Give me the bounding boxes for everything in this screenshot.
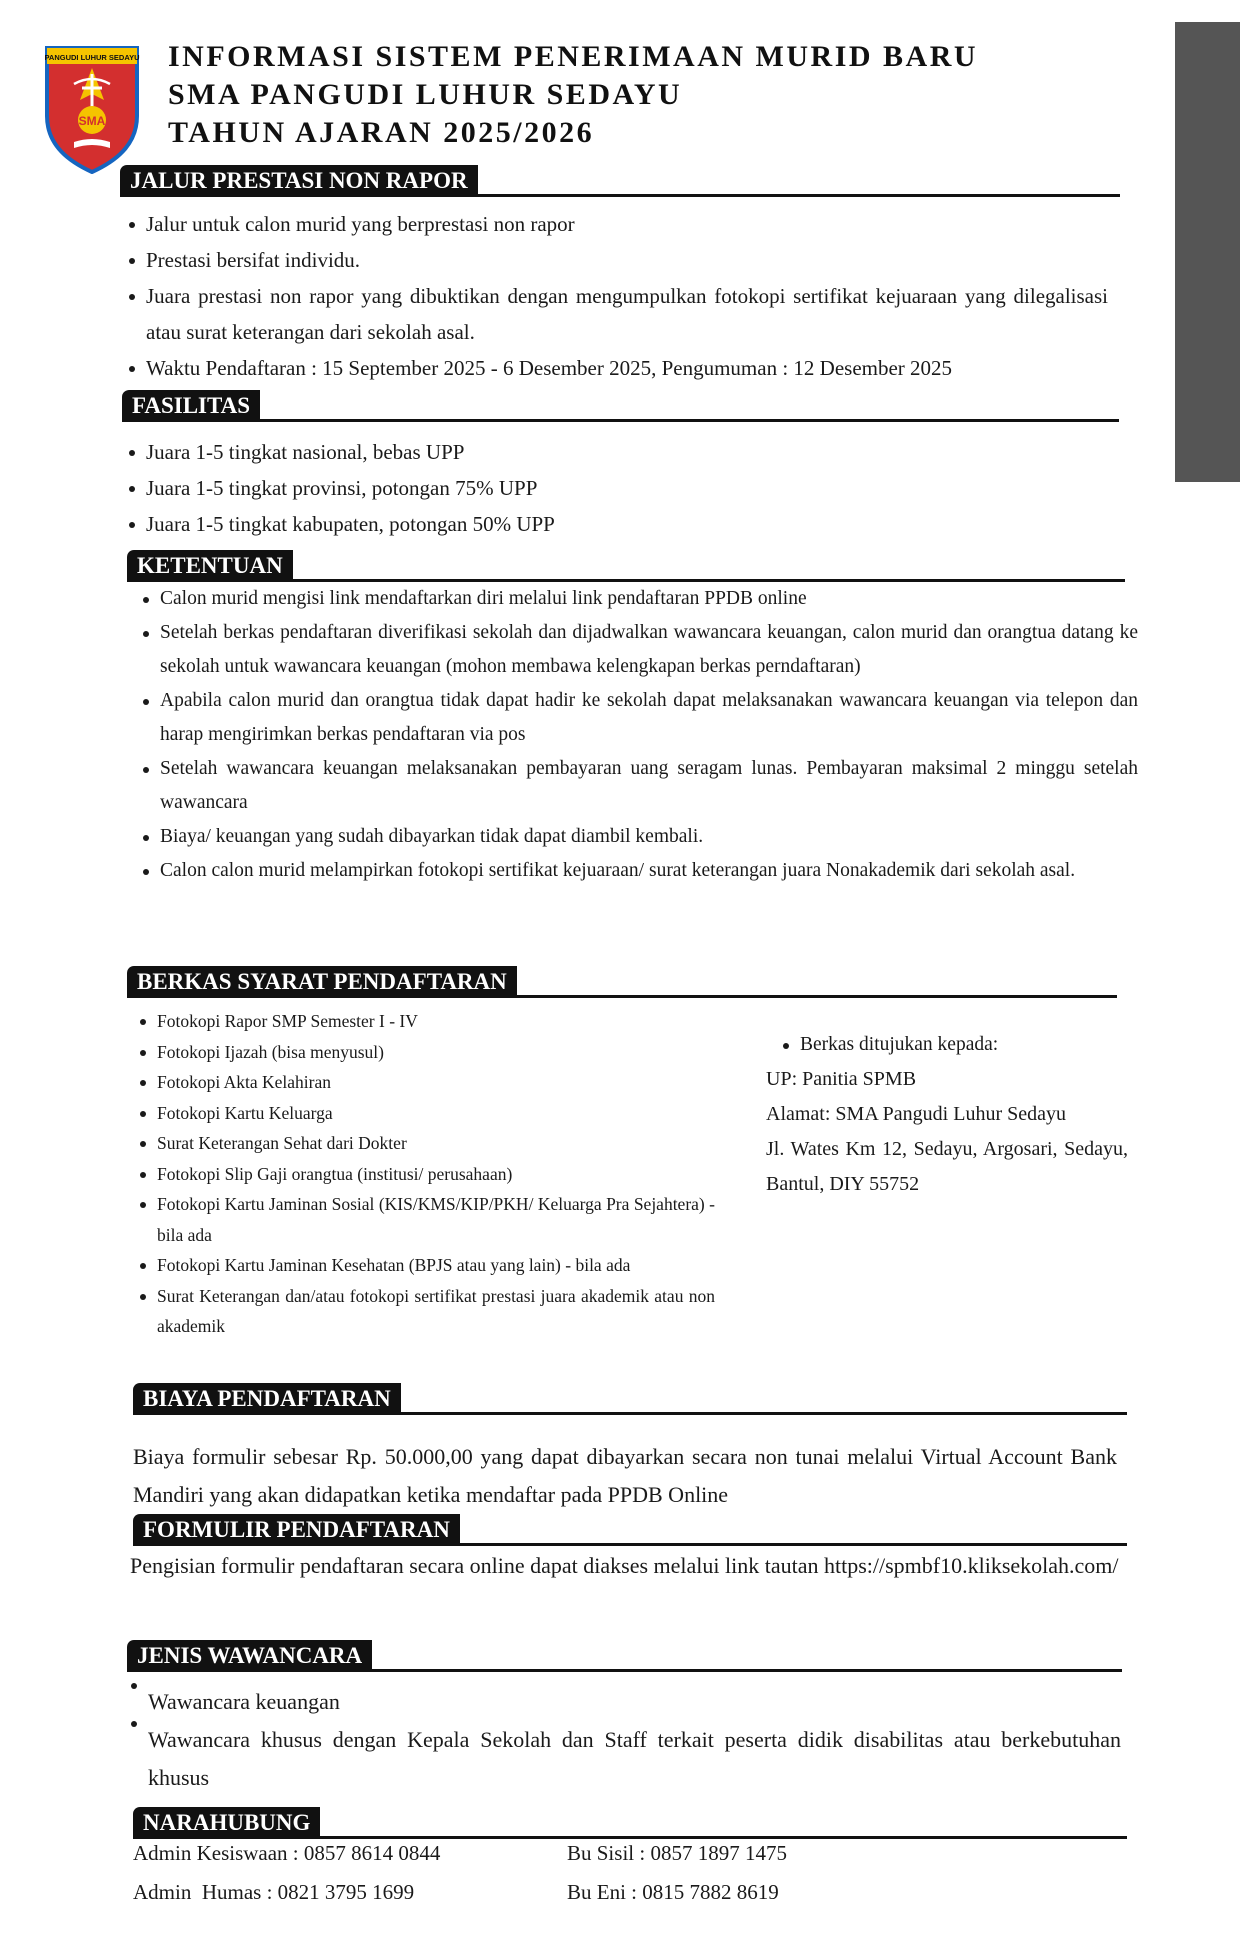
- section-tag: FASILITAS: [122, 390, 260, 422]
- page-title: [168, 38, 978, 152]
- list-item: Juara prestasi non rapor yang dibuktikan dengan mengumpulkan fotokopi sertifikat kejuaraan yang dilegalisasi atau surat keterangan dari sekolah asal.: [126, 278, 1108, 350]
- contact-bu-eni: Bu Eni : 0815 7882 8619: [567, 1880, 779, 1904]
- section-tag: BERKAS SYARAT PENDAFTARAN: [127, 966, 517, 998]
- section-tag: FORMULIR PENDAFTARAN: [133, 1514, 460, 1546]
- section-header-wawancara: [127, 1640, 1122, 1672]
- list-item: Wawancara keuangan: [128, 1683, 1121, 1721]
- list-item: Setelah berkas pendaftaran diverifikasi sekolah dan dijadwalkan wawancara keuangan, calon murid dan orangtua datang ke sekolah untuk wawancara keuangan (mohon membawa kelengkapan berkas perndaftaran): [140, 616, 1138, 684]
- section-rule: [122, 419, 1119, 422]
- list-item: Surat Keterangan dan/atau fotokopi sertifikat prestasi juara akademik atau non akademik: [137, 1281, 715, 1342]
- address-line: Jl. Wates Km 12, Sedayu, Argosari, Sedayu, Bantul, DIY 55752: [766, 1138, 1128, 1195]
- section-tag: BIAYA PENDAFTARAN: [133, 1383, 401, 1415]
- biaya-text: Biaya formulir sebesar Rp. 50.000,00 yang dapat dibayarkan secara non tunai melalui Virtual Account Bank Mandiri yang akan didapatkan ketika mendaftar pada PPDB Online: [133, 1444, 1117, 1507]
- formulir-text: Pengisian formulir pendaftaran secara online dapat diakses melalui link tautan https://spmbf10.kliksekolah.com/: [130, 1553, 1119, 1578]
- list-item: Juara 1-5 tingkat nasional, bebas UPP: [126, 434, 1108, 470]
- berkas-list: [137, 1006, 715, 1342]
- address-bullet: Berkas ditujukan kepada:: [780, 1028, 1128, 1062]
- school-logo: [44, 44, 140, 174]
- list-item: Fotokopi Rapor SMP Semester I - IV: [137, 1006, 715, 1037]
- list-item: Fotokopi Slip Gaji orangtua (institusi/ perusahaan): [137, 1159, 715, 1190]
- list-item: Juara 1-5 tingkat kabupaten, potongan 50% UPP: [126, 506, 1108, 542]
- contact-admin-humas: Admin Humas : 0821 3795 1699: [133, 1880, 415, 1904]
- biaya-text-block: [133, 1438, 1117, 1514]
- address-line: UP: Panitia SPMB: [766, 1068, 917, 1090]
- list-item: Wawancara khusus dengan Kepala Sekolah dan Staff terkait peserta didik disabilitas atau berkebutuhan khusus: [128, 1721, 1121, 1797]
- list-item: Fotokopi Ijazah (bisa menyusul): [137, 1037, 715, 1068]
- section-tag: JENIS WAWANCARA: [127, 1640, 372, 1672]
- list-item: Fotokopi Kartu Jaminan Kesehatan (BPJS atau yang lain) - bila ada: [137, 1250, 715, 1281]
- logo-text: PANGUDI LUHUR SEDAYU: [44, 53, 140, 62]
- contact-bu-sisil: Bu Sisil : 0857 1897 1475: [567, 1841, 787, 1865]
- list-item: Fotokopi Akta Kelahiran: [137, 1067, 715, 1098]
- list-item: Prestasi bersifat individu.: [126, 242, 1108, 278]
- section-tag: NARAHUBUNG: [133, 1807, 320, 1839]
- fasilitas-list: [126, 434, 1108, 542]
- list-item: Fotokopi Kartu Keluarga: [137, 1098, 715, 1129]
- wawancara-list: [128, 1683, 1121, 1797]
- jalur-list: [126, 206, 1108, 386]
- list-item: Biaya/ keuangan yang sudah dibayarkan tidak dapat diambil kembali.: [140, 820, 1138, 854]
- section-header-biaya: [133, 1383, 1127, 1415]
- section-header-jalur: [120, 165, 1120, 197]
- list-item: Setelah wawancara keuangan melaksanakan pembayaran uang seragam lunas. Pembayaran maksimal 2 minggu setelah wawancara: [140, 752, 1138, 820]
- list-item: Calon murid mengisi link mendaftarkan diri melalui link pendaftaran PPDB online: [140, 582, 1138, 616]
- section-header-ketentuan: [127, 550, 1125, 582]
- list-item: Jalur untuk calon murid yang berprestasi non rapor: [126, 206, 1108, 242]
- list-item: Surat Keterangan Sehat dari Dokter: [137, 1128, 715, 1159]
- list-item: Waktu Pendaftaran : 15 September 2025 - 6 Desember 2025, Pengumuman : 12 Desember 2025: [126, 350, 1108, 386]
- section-header-formulir: [133, 1514, 1127, 1546]
- section-header-berkas: [127, 966, 1117, 998]
- section-tag: JALUR PRESTASI NON RAPOR: [120, 165, 478, 197]
- list-item: Fotokopi Kartu Jaminan Sosial (KIS/KMS/KIP/PKH/ Keluarga Pra Sejahtera) - bila ada: [137, 1189, 715, 1250]
- ketentuan-list: [140, 582, 1138, 888]
- contact-admin-kesiswaan: Admin Kesiswaan : 0857 8614 0844: [133, 1841, 441, 1865]
- title-line-2: SMA PANGUDI LUHUR SEDAYU: [168, 78, 683, 111]
- list-item: Apabila calon murid dan orangtua tidak dapat hadir ke sekolah dapat melaksanakan wawancara keuangan via telepon dan harap mengirimkan berkas pendaftaran via pos: [140, 684, 1138, 752]
- address-line: Alamat: SMA Pangudi Luhur Sedayu: [766, 1103, 1066, 1125]
- list-item: Juara 1-5 tingkat provinsi, potongan 75% UPP: [126, 470, 1108, 506]
- section-tag: KETENTUAN: [127, 550, 293, 582]
- formulir-text-block: [130, 1547, 1122, 1585]
- list-item: Calon calon murid melampirkan fotokopi sertifikat kejuaraan/ surat keterangan juara Nonakademik dari sekolah asal.: [140, 854, 1138, 888]
- title-line-1: INFORMASI SISTEM PENERIMAAN MURID BARU: [168, 40, 979, 73]
- side-tab: [1175, 22, 1240, 482]
- berkas-address: [766, 1028, 1128, 1202]
- section-header-fasilitas: [122, 390, 1119, 422]
- title-line-3: TAHUN AJARAN 2025/2026: [168, 116, 595, 149]
- logo-badge: SMA: [78, 114, 106, 128]
